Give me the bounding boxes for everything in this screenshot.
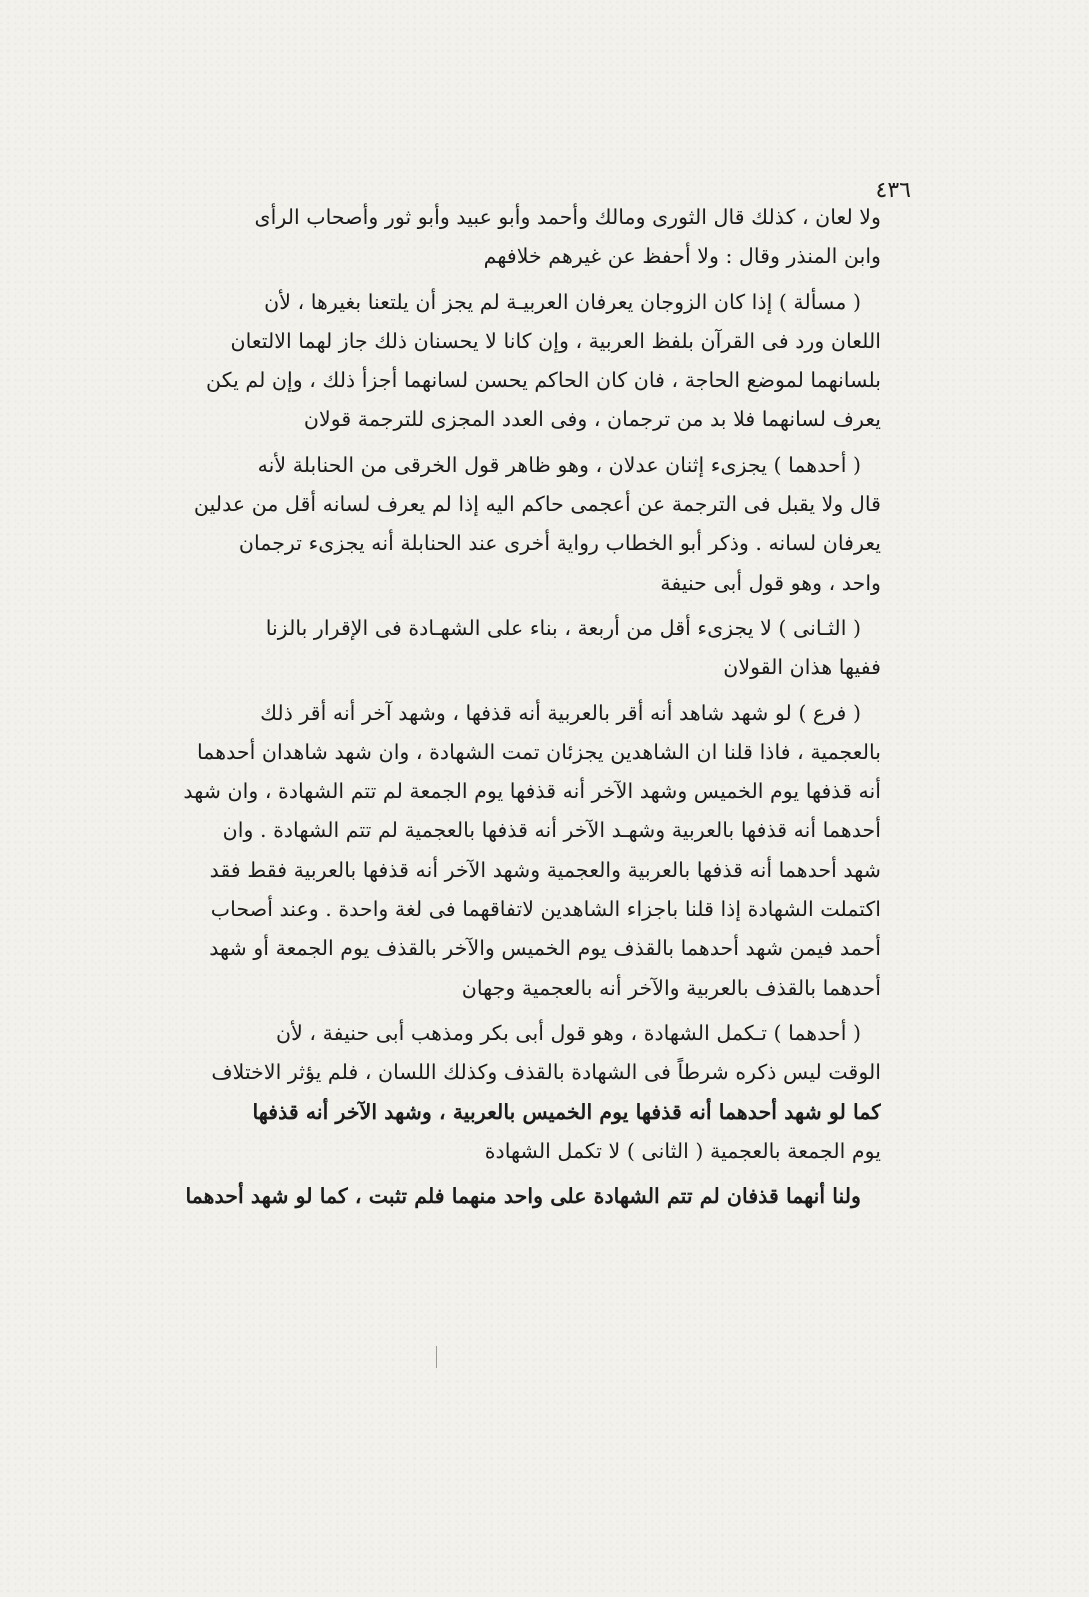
text-line: أنه قذفها يوم الخميس وشهد الآخر أنه قذفها يوم الجمعة لم تتم الشهادة ، وان شهد <box>183 779 881 804</box>
body-text <box>155 198 881 1222</box>
text-line: كما لو شهد أحدهما أنه قذفها يوم الخميس بالعربية ، وشهد الآخر أنه قذفها <box>252 1099 881 1124</box>
text-line: ففيها هذان القولان <box>723 655 881 680</box>
paragraph <box>155 283 881 440</box>
text-line: ( فرع ) لو شهد شاهد أنه أقر بالعربية أنه قذفها ، وشهد آخر أنه أقر ذلك <box>260 700 861 725</box>
text-line: ولا لعان ، كذلك قال الثورى ومالك وأحمد وأبو عبيد وأبو ثور وأصحاب الرأى <box>254 205 881 229</box>
text-line: قال ولا يقبل فى الترجمة عن أعجمى حاكم اليه إذا لم يعرف لسانه أقل من عدلين <box>193 492 881 517</box>
text-line: ( أحدهما ) تـكمل الشهادة ، وهو قول أبى بكر ومذهب أبى حنيفة ، لأن <box>276 1020 861 1045</box>
text-line: أحدهما أنه قذفها بالعربية وشهـد الآخر أنه قذفها بالعجمية لم تتم الشهادة . وان <box>222 818 881 843</box>
text-line: ( أحدهما ) يجزىء إثنان عدلان ، وهو ظاهر قول الخرقى من الحنابلة لأنه <box>257 452 861 477</box>
text-line: شهد أحدهما أنه قذفها بالعربية والعجمية وشهد الآخر أنه قذفها بالعربية فقط فقد <box>209 857 881 882</box>
paragraph <box>155 609 881 688</box>
scan-speck <box>436 1346 437 1368</box>
text-line: أحمد فيمن شهد أحدهما بالقذف يوم الخميس والآخر بالقذف يوم الجمعة أو شهد <box>209 936 881 961</box>
text-line: ولنا أنهما قذفان لم تتم الشهادة على واحد منهما فلم تثبت ، كما لو شهد أحدهما <box>185 1184 861 1209</box>
text-line: ( مسألة ) إذا كان الزوجان يعرفان العربيـة لم يجز أن يلتعنا بغيرها ، لأن <box>264 289 861 314</box>
text-line: بالعجمية ، فاذا قلنا ان الشاهدين يجزئان تمت الشهادة ، وان شهد شاهدان أحدهما <box>197 739 881 764</box>
paragraph <box>155 446 881 603</box>
paragraph <box>155 1177 881 1216</box>
paragraph <box>155 694 881 1008</box>
text-line: يعرفان لسانه . وذكر أبو الخطاب رواية أخرى عند الحنابلة أنه يجزىء ترجمان <box>238 531 881 556</box>
paragraph <box>155 198 881 277</box>
text-line: يوم الجمعة بالعجمية ( الثانى ) لا تكمل الشهادة <box>484 1138 881 1163</box>
text-line: أحدهما بالقذف بالعربية والآخر أنه بالعجمية وجهان <box>461 975 881 1000</box>
page-number: ٤٣٦ <box>875 178 911 203</box>
paragraph <box>155 1014 881 1171</box>
text-line: يعرف لسانهما فلا بد من ترجمان ، وفى العدد المجزى للترجمة قولان <box>303 407 881 432</box>
text-line: بلسانهما لموضع الحاجة ، فان كان الحاكم يحسن لسانهما أجزأ ذلك ، وإن لم يكن <box>206 368 881 393</box>
text-line: وابن المنذر وقال : ولا أحفظ عن غيرهم خلافهم <box>483 244 881 269</box>
text-line: اللعان ورد فى القرآن بلفظ العربية ، وإن كانا لا يحسنان ذلك جاز لهما الالتعان <box>230 328 881 353</box>
text-line: ( الثـانى ) لا يجزىء أقل من أربعة ، بناء على الشهـادة فى الإقرار بالزنا <box>265 615 861 640</box>
text-line: اكتملت الشهادة إذا قلنا باجزاء الشاهدين لاتفاقهما فى لغة واحدة . وعند أصحاب <box>210 897 881 922</box>
text-line: الوقت ليس ذكره شرطاً فى الشهادة بالقذف وكذلك اللسان ، فلم يؤثر الاختلاف <box>211 1060 881 1085</box>
text-line: واحد ، وهو قول أبى حنيفة <box>660 570 881 595</box>
